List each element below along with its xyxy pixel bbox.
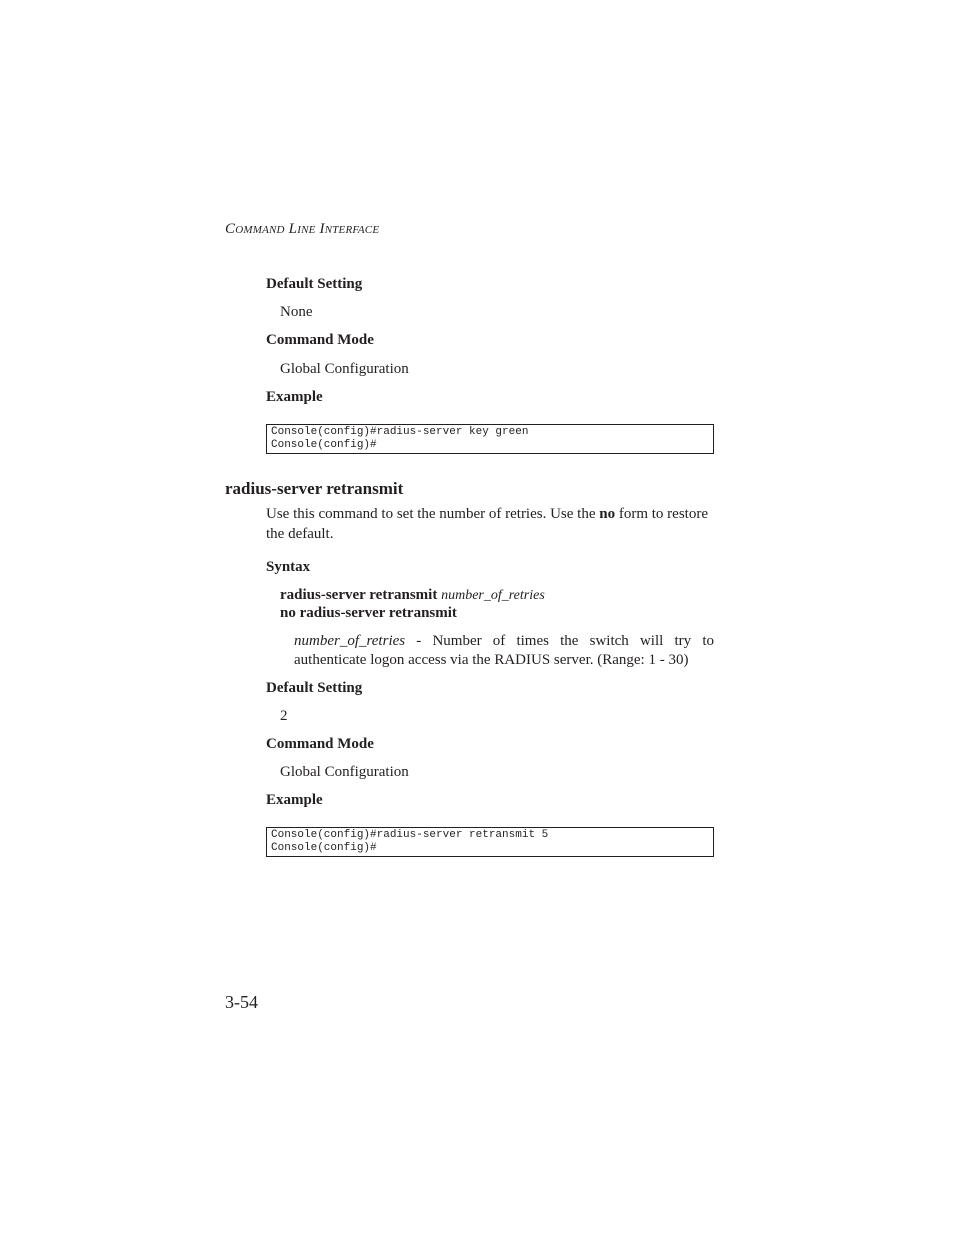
example-heading: Example [266, 792, 323, 808]
default-setting-heading: Default Setting [266, 680, 363, 696]
command-mode-value: Global Configuration [280, 764, 409, 780]
code-line: Console(config)# [271, 842, 377, 854]
command-mode-heading: Command Mode [266, 332, 374, 348]
page-number: 3-54 [225, 992, 258, 1012]
code-line: Console(config)#radius-server key green [271, 426, 529, 438]
syntax-command: radius-server retransmit number_of_retries [280, 587, 545, 603]
code-example [266, 827, 714, 857]
code-line: Console(config)# [271, 439, 377, 451]
default-setting-value: None [280, 304, 313, 320]
code-example [266, 424, 714, 454]
section-title: radius-server retransmit [225, 479, 404, 498]
command-mode-value: Global Configuration [280, 361, 409, 377]
example-heading: Example [266, 389, 323, 405]
default-setting-value: 2 [280, 708, 288, 724]
default-setting-heading: Default Setting [266, 276, 363, 292]
parameter-description: number_of_retries - Number of times the switch will try to authenticate logon access via the RADIUS server. (Range: 1 - 30) [294, 633, 714, 668]
code-line: Console(config)#radius-server retransmit 5 [271, 829, 549, 841]
syntax-heading: Syntax [266, 559, 311, 575]
running-header: COMMAND LINE INTERFACE [225, 221, 380, 237]
section-description: Use this command to set the number of retries. Use the no form to restore the default. [266, 506, 708, 542]
syntax-no-command: no radius-server retransmit [280, 605, 457, 621]
command-mode-heading: Command Mode [266, 736, 374, 752]
